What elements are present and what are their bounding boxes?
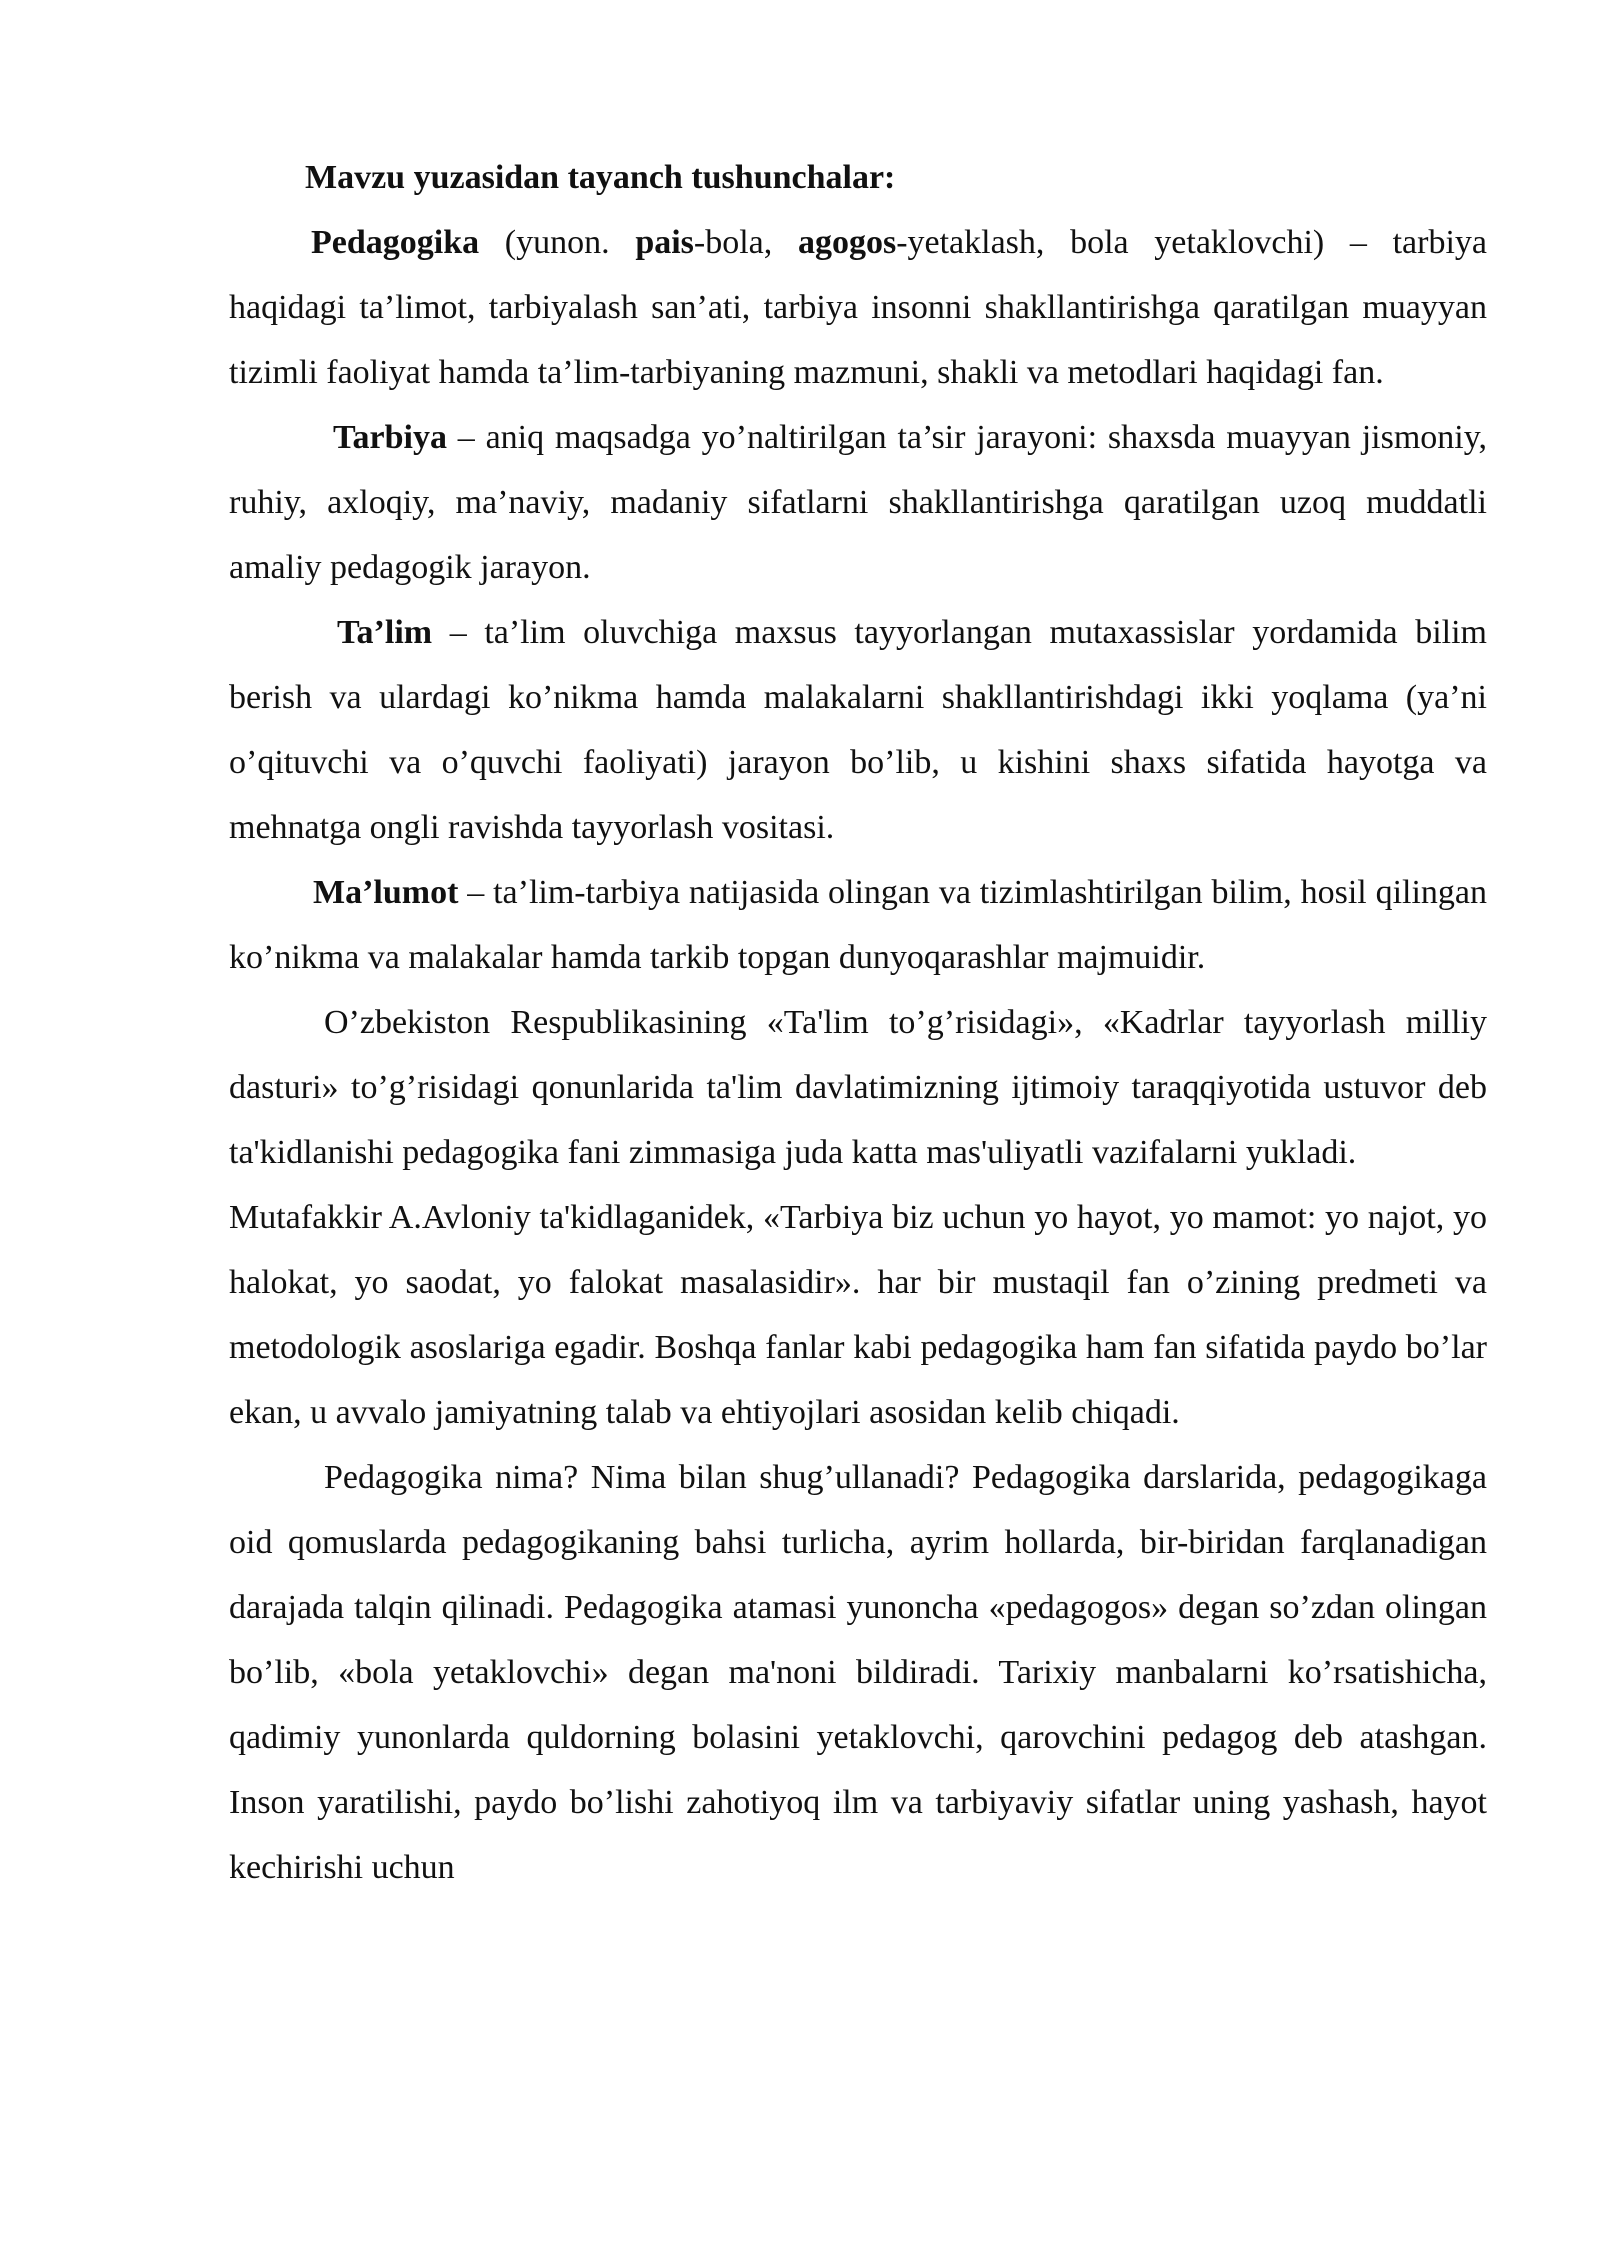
term-pais: pais: [635, 224, 694, 261]
term-tarbiya: Tarbiya: [333, 419, 448, 456]
body-paragraph: Mutafakkir A.Avloniy ta'kidlaganidek, «Tarbiya biz uchun yo hayot, yo mamot: yo najot, yo halokat, yo saodat, yo falokat masalasidir». har bir mustaqil fan o’zining predmeti va metodologik asoslariga egadir. Boshqa fanlar kabi pedagogika ham fan sifatida paydo bo’lar ekan, u avvalo jamiyatning talab va ehtiyojlari asosidan kelib chiqadi.: [229, 1199, 1487, 1431]
definition-pedagogika: [229, 210, 1487, 405]
definition-text: – ta’lim-tarbiya natijasida olingan va tizimlashtirilgan bilim, hosil qilingan ko’nikma va malakalar hamda tarkib topgan dunyoqarashlar majmuidir.: [229, 874, 1487, 976]
body-paragraph: Pedagogika nima? Nima bilan shug’ullanadi? Pedagogika darslarida, pedagogikaga oid qomuslarda pedagogikaning bahsi turlicha, ayrim hollarda, bir-biridan farqlanadigan darajada talqin qilinadi. Pedagogika atamasi yunoncha «pedagogos» degan so’zdan olingan bo’lib, «bola yetaklovchi» degan ma'noni bildiradi. Tarixiy manbalarni ko’rsatishicha, qadimiy yunonlarda quldorning bolasini yetaklovchi, qarovchini pedagog deb atashgan. Inson yaratilishi, paydo bo’lishi zahotiyoq ilm va tarbiyaviy sifatlar uning yashash, hayot kechirishi uchun: [229, 1459, 1487, 1886]
definition-text: -bola,: [693, 224, 798, 261]
definition-text: -yetaklash, bola yetaklovchi) – tarbiya haqidagi ta’limot, tarbiyalash san’ati, tarbiya insonni shakllantirishga qaratilgan muayyan tizimli faoliyat hamda ta’lim-tarbiyaning mazmuni, shakli va metodlari haqidagi fan.: [229, 224, 1487, 391]
definition-text: (yunon.: [479, 224, 636, 261]
document-page: [229, 145, 1487, 1900]
definition-text: – aniq maqsadga yo’naltirilgan ta’sir jarayoni: shaxsda muayyan jismoniy, ruhiy, axloqiy, ma’naviy, madaniy sifatlarni shakllantirishga qaratilgan uzoq muddatli amaliy pedagogik jarayon.: [229, 419, 1487, 586]
definition-text: – ta’lim oluvchiga maxsus tayyorlangan mutaxassislar yordamida bilim berish va ulardagi ko’nikma hamda malakalarni shakllantirishdagi ikki yoqlama (ya’ni o’qituvchi va o’quvchi faoliyati) jarayon bo’lib, u kishini shaxs sifatida hayotga va mehnatga ongli ravishda tayyorlash vositasi.: [229, 614, 1487, 846]
term-agogos: agogos: [797, 224, 897, 261]
definition-tarbiya: [229, 405, 1487, 600]
definition-talim: [229, 600, 1487, 860]
term-talim: Ta’lim: [337, 614, 433, 651]
term-malumot: Ma’lumot: [313, 874, 459, 911]
section-heading: Mavzu yuzasidan tayanch tushunchalar:: [305, 159, 896, 196]
definition-malumot: [229, 860, 1487, 990]
term-pedagogika: Pedagogika: [311, 224, 480, 261]
body-paragraph: O’zbekiston Respublikasining «Ta'lim to’g’risidagi», «Kadrlar tayyorlash milliy dasturi» to’g’risidagi qonunlarida ta'lim davlatimizning ijtimoiy taraqqiyotida ustuvor deb ta'kidlanishi pedagogika fani zimmasiga juda katta mas'uliyatli vazifalarni yukladi.: [229, 1004, 1487, 1171]
